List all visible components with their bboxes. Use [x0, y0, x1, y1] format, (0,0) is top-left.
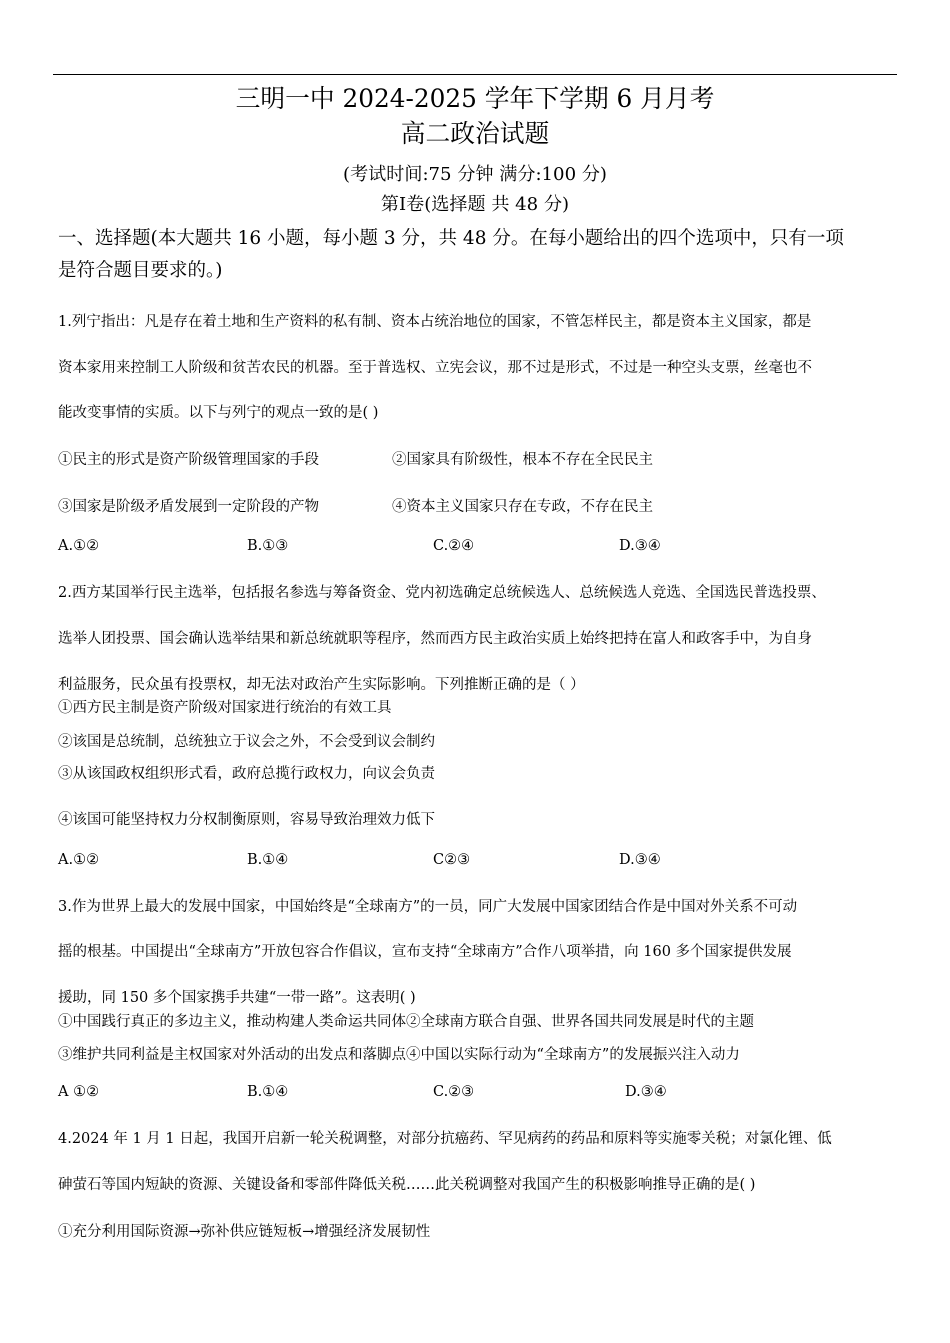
- section-instruction-line: 是符合题目要求的。): [58, 260, 223, 281]
- question-3-statement: ①中国践行真正的多边主义，推动构建人类命运共同体②全球南方联合自强、世界各国共同发展是时代的主题: [58, 1014, 754, 1030]
- question-3-option-b: B.①④: [247, 1084, 289, 1100]
- question-2-text: 选举人团投票、国会确认选举结果和新总统就职等程序，然而西方民主政治实质上始终把持在富人和政客手中，为自身: [58, 631, 812, 647]
- exam-title: 三明一中 2024-2025 学年下学期 6 月月考: [235, 84, 715, 113]
- question-2-option-d: D.③④: [619, 852, 661, 868]
- exam-info: (考试时间:75 分钟 满分:100 分): [343, 164, 607, 185]
- question-3-text: 援助，同 150 多个国家携手共建“一带一路”。这表明( ): [58, 990, 416, 1006]
- question-4-text: 砷萤石等国内短缺的资源、关键设备和零部件降低关税……此关税调整对我国产生的积极影响推导正确的是( ): [58, 1177, 756, 1193]
- question-1-text: 能改变事情的实质。以下与列宁的观点一致的是( ): [58, 405, 379, 421]
- question-2-text: 利益服务，民众虽有投票权，却无法对政治产生实际影响。下列推断正确的是（ ）: [58, 677, 585, 693]
- question-2-option-a: A.①②: [58, 852, 100, 868]
- question-4-statement: ①充分利用国际资源→弥补供应链短板→增强经济发展韧性: [58, 1224, 431, 1240]
- question-1-text: 1.列宁指出：凡是存在着土地和生产资料的私有制、资本占统治地位的国家，不管怎样民主，都是资本主义国家，都是: [58, 314, 812, 330]
- question-2-statement: ①西方民主制是资产阶级对国家进行统治的有效工具: [58, 700, 392, 716]
- question-3-option-c: C.②③: [433, 1084, 475, 1100]
- top-rule: [53, 74, 897, 75]
- question-3-option-d: D.③④: [625, 1084, 667, 1100]
- question-3-text: 摇的根基。中国提出“全球南方”开放包容合作倡议，宣布支持“全球南方”合作八项举措，向 160 多个国家提供发展: [58, 944, 792, 960]
- question-1-statement: ①民主的形式是资产阶级管理国家的手段: [58, 452, 319, 468]
- question-2-option-c: C②③: [433, 852, 471, 868]
- question-1-option-c: C.②④: [433, 538, 475, 554]
- question-4-text: 4.2024 年 1 月 1 日起，我国开启新一轮关税调整，对部分抗癌药、罕见病药的药品和原料等实施零关税；对氯化锂、低: [58, 1131, 832, 1147]
- question-3-option-a: A ①②: [58, 1084, 100, 1100]
- question-1-statement: ④资本主义国家只存在专政，不存在民主: [392, 499, 653, 515]
- part-heading: 第Ⅰ卷(选择题 共 48 分): [380, 194, 570, 215]
- question-2-option-b: B.①④: [247, 852, 289, 868]
- question-1-statement: ②国家具有阶级性，根本不存在全民民主: [392, 452, 653, 468]
- question-2-statement: ②该国是总统制，总统独立于议会之外，不会受到议会制约: [58, 734, 435, 750]
- question-1-option-a: A.①②: [58, 538, 100, 554]
- exam-subtitle: 高二政治试题: [400, 119, 550, 148]
- question-2-statement: ③从该国政权组织形式看，政府总揽行政权力，向议会负责: [58, 766, 435, 782]
- question-2-statement: ④该国可能坚持权力分权制衡原则，容易导致治理效力低下: [58, 812, 435, 828]
- question-1-text: 资本家用来控制工人阶级和贫苦农民的机器。至于普选权、立宪会议，那不过是形式，不过是一种空头支票，丝毫也不: [58, 360, 812, 376]
- question-1-statement: ③国家是阶级矛盾发展到一定阶段的产物: [58, 499, 319, 515]
- question-3-text: 3.作为世界上最大的发展中国家，中国始终是“全球南方”的一员，同广大发展中国家团结合作是中国对外关系不可动: [58, 899, 798, 915]
- question-1-option-b: B.①③: [247, 538, 289, 554]
- question-2-text: 2.西方某国举行民主选举，包括报名参选与筹备资金、党内初选确定总统候选人、总统候选人竞选、全国选民普选投票、: [58, 585, 826, 601]
- question-1-option-d: D.③④: [619, 538, 661, 554]
- section-instruction-line: 一、选择题(本大题共 16 小题，每小题 3 分，共 48 分。在每小题给出的四个选项中，只有一项: [58, 228, 844, 249]
- question-3-statement: ③维护共同利益是主权国家对外活动的出发点和落脚点④中国以实际行动为“全球南方”的发展振兴注入动力: [58, 1047, 740, 1063]
